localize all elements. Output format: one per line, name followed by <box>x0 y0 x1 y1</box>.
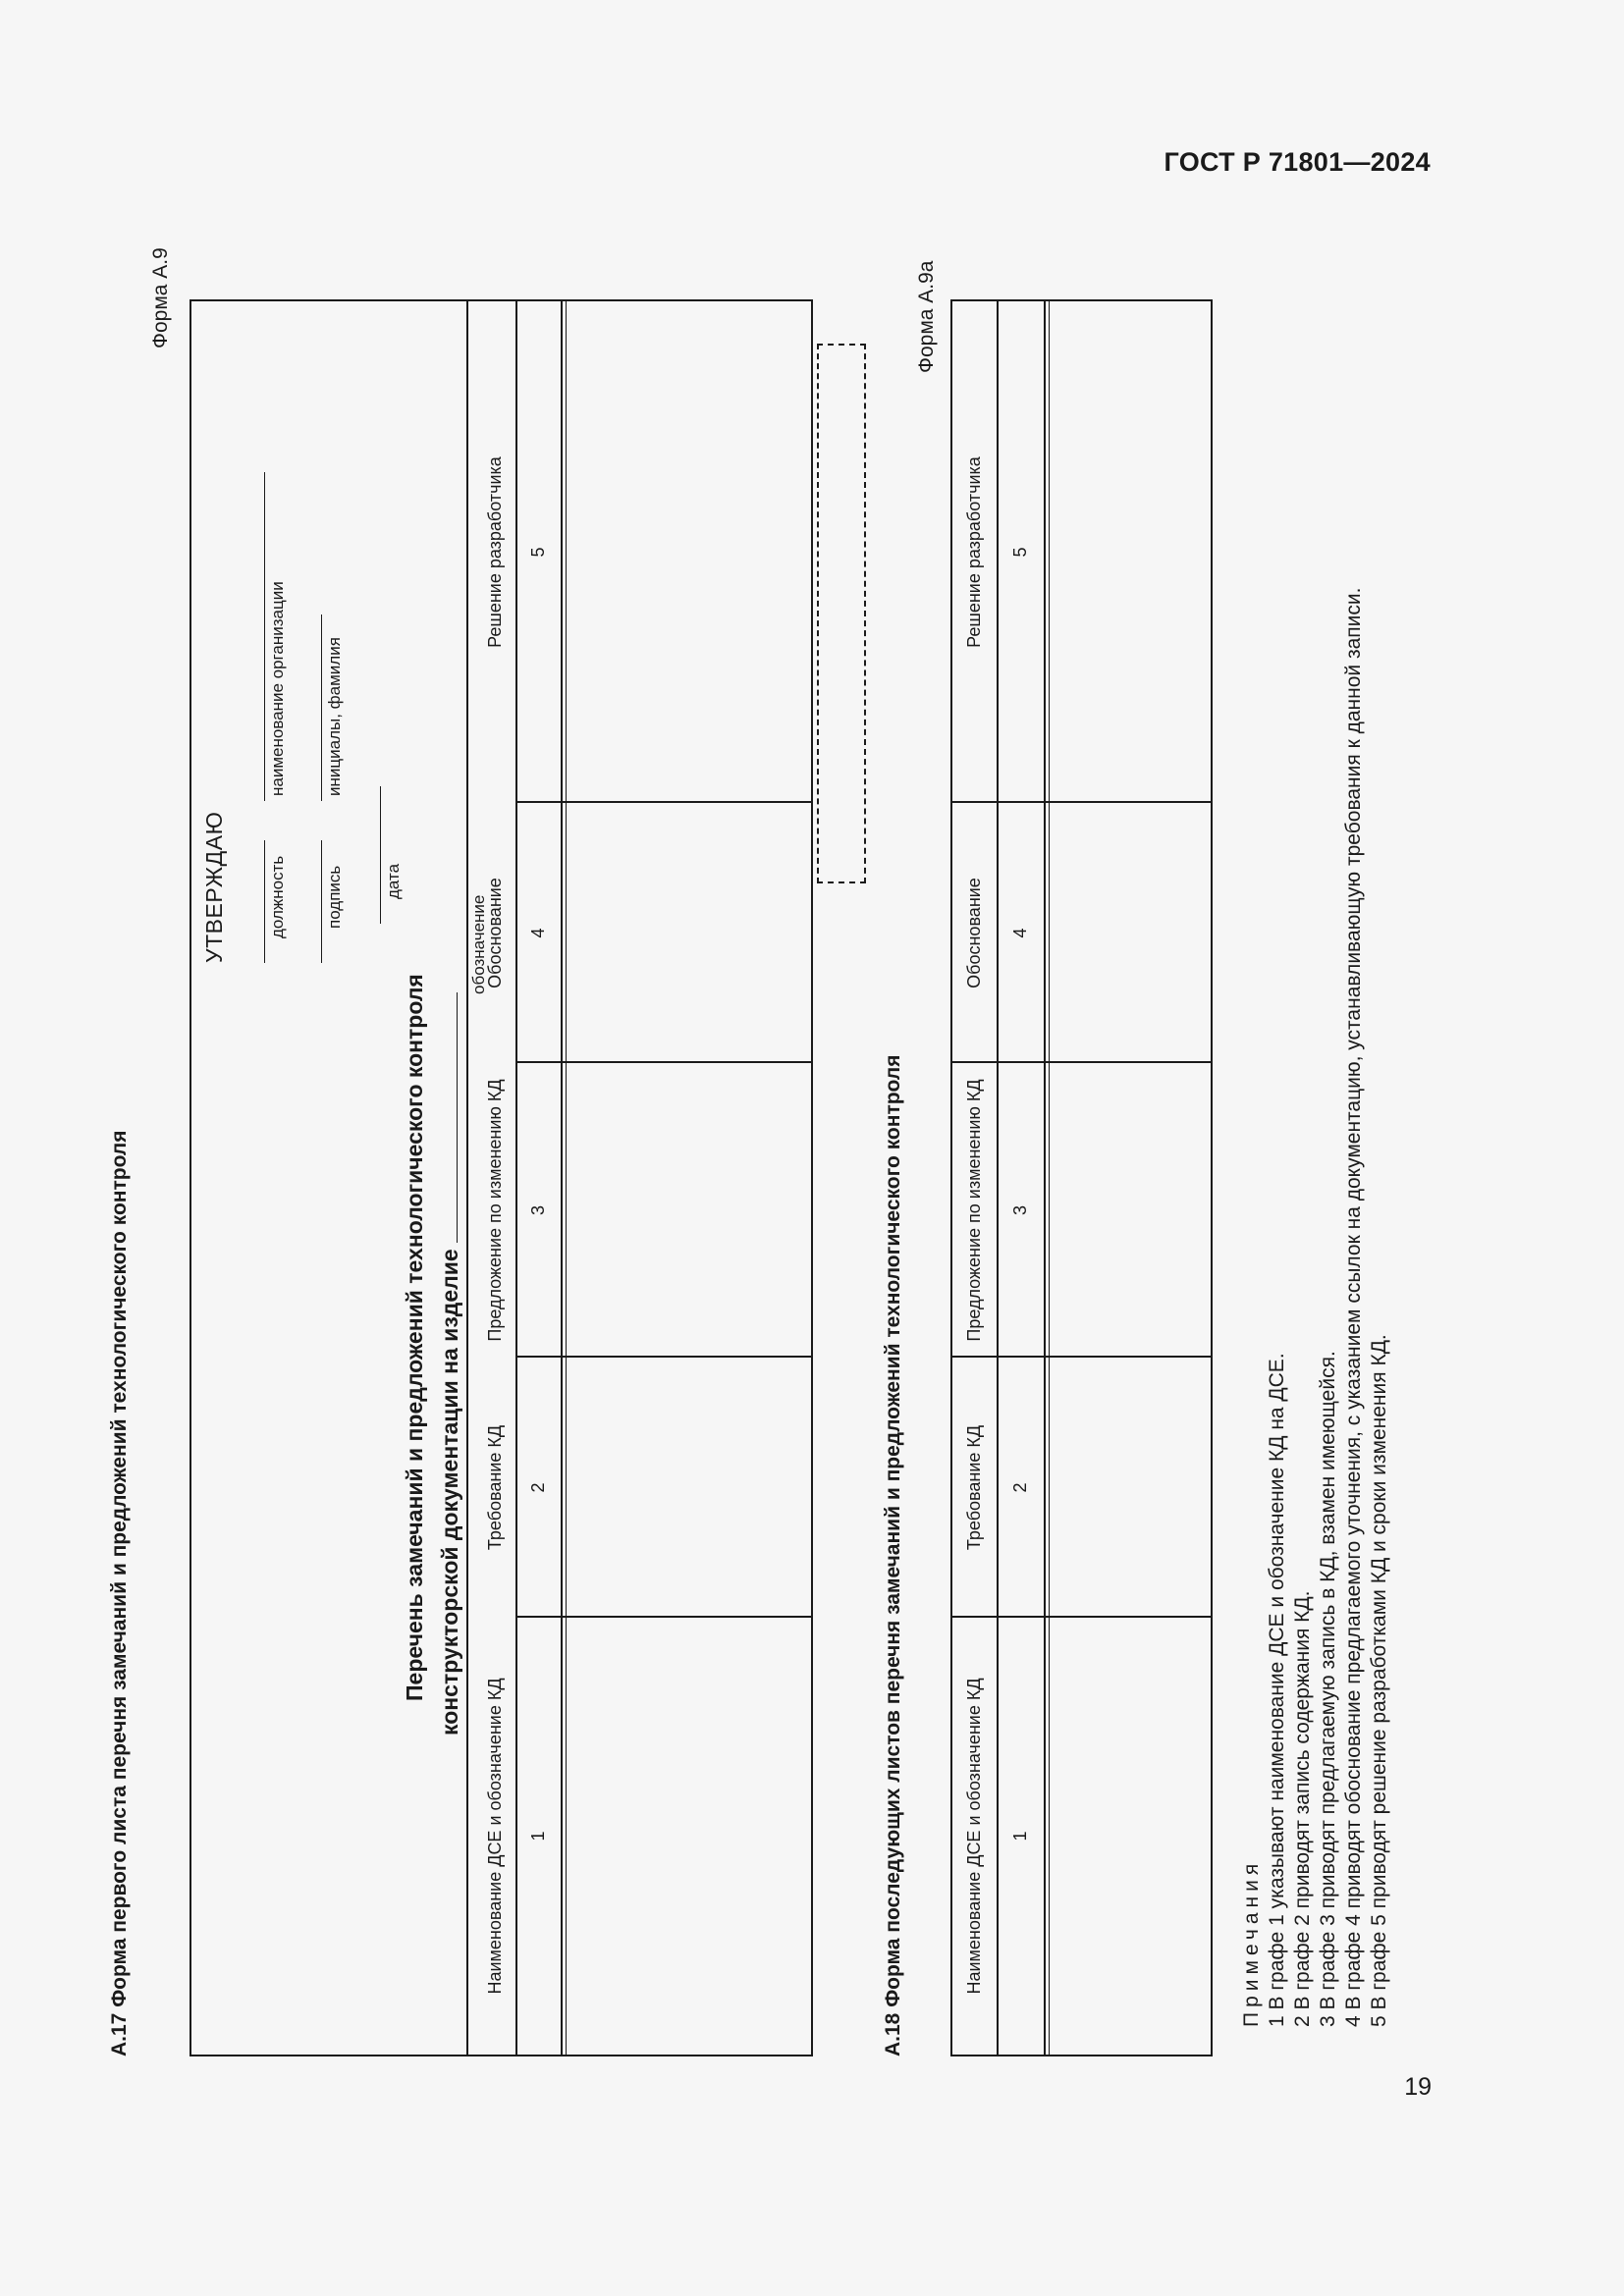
note-item-4: 4 В графе 4 приводят обоснование предлагаемого уточнения, с указанием ссылок на документацию, устанавливающую требования к данной записи. <box>1342 587 1365 2027</box>
position-caption: должность <box>268 855 287 938</box>
form-a9-table <box>484 301 811 2055</box>
signature-caption: подпись <box>325 865 344 929</box>
document-id: ГОСТ Р 71801—2024 <box>1164 147 1431 177</box>
rotated-landscape-content <box>108 216 1404 2081</box>
col-header-5: Решение разработчика <box>484 456 505 648</box>
a18-col-num-2: 2 <box>1009 1482 1030 1493</box>
form-a9a-table <box>950 299 1213 2056</box>
a18-col-num-3: 3 <box>1009 1205 1030 1216</box>
col-num-5: 5 <box>527 547 548 558</box>
a18-col-num-1: 1 <box>1009 1831 1030 1842</box>
document-title-line1: Перечень замечаний и предложений технологического контроля <box>402 974 427 1701</box>
col-num-1: 1 <box>527 1831 548 1842</box>
note-item-3: 3 В графе 3 приводят предлагаемую запись в КД, взамен имеющейся. <box>1317 1351 1339 2027</box>
section-a18-title: А.18 Форма последующих листов перечня замечаний и предложений технологического контроля <box>882 1054 904 2056</box>
notes-heading: Примечания <box>1240 1858 1263 2027</box>
position-line <box>264 840 265 963</box>
a18-col-header-1: Наименование ДСЕ и обозначение КД <box>964 1678 984 1995</box>
section-a17-title: А.17 Форма первого листа перечня замечаний и предложений технологического контроля <box>108 1130 131 2056</box>
document-title-line2: конструкторской документации на изделие <box>437 1249 462 1735</box>
form-a9-header-top-line <box>466 299 468 2056</box>
form-a9-frame <box>189 299 813 2056</box>
note-item-1: 1 В графе 1 указывают наименование ДСЕ и обозначение КД на ДСЕ. <box>1266 1353 1288 2027</box>
a18-col-header-5: Решение разработчика <box>964 456 984 648</box>
col-num-4: 4 <box>527 928 548 938</box>
approval-block <box>201 492 515 963</box>
notes-block <box>1239 260 1392 2027</box>
a18-col-header-2: Требование КД <box>964 1424 984 1551</box>
col-header-1: Наименование ДСЕ и обозначение КД <box>484 1678 505 1995</box>
page-number: 19 <box>1404 2073 1432 2101</box>
note-item-5: 5 В графе 5 приводят решение разработками КД и сроки изменения КД. <box>1368 1334 1390 2027</box>
designation-caption: обозначение <box>469 894 488 994</box>
org-caption: наименование организации <box>268 581 287 796</box>
document-title <box>398 661 466 1839</box>
continuation-placeholder <box>817 344 866 883</box>
name-line <box>321 614 322 801</box>
signature-line <box>321 840 322 963</box>
a18-col-num-5: 5 <box>1009 547 1030 558</box>
designation-field[interactable] <box>431 992 458 1243</box>
approval-title: УТВЕРЖДАЮ <box>201 811 227 963</box>
date-line <box>380 786 381 924</box>
col-header-2: Требование КД <box>484 1424 505 1551</box>
col-num-3: 3 <box>527 1205 548 1216</box>
name-caption: инициалы, фамилия <box>325 637 344 796</box>
col-num-2: 2 <box>527 1482 548 1493</box>
a18-col-header-3: Предложение по изменению КД <box>964 1079 984 1342</box>
col-header-3: Предложение по изменению КД <box>484 1079 505 1342</box>
a18-col-header-4: Обоснование <box>964 878 984 988</box>
a18-col-num-4: 4 <box>1009 928 1030 938</box>
col-header-4: Обоснование <box>484 878 505 988</box>
org-line <box>264 472 265 801</box>
date-caption: дата <box>384 863 403 899</box>
form-a9a-label: Форма А.9а <box>915 260 938 373</box>
form-a9-label: Форма А.9 <box>149 247 172 348</box>
note-item-2: 2 В графе 2 приводят запись содержания КД. <box>1291 1590 1314 2027</box>
